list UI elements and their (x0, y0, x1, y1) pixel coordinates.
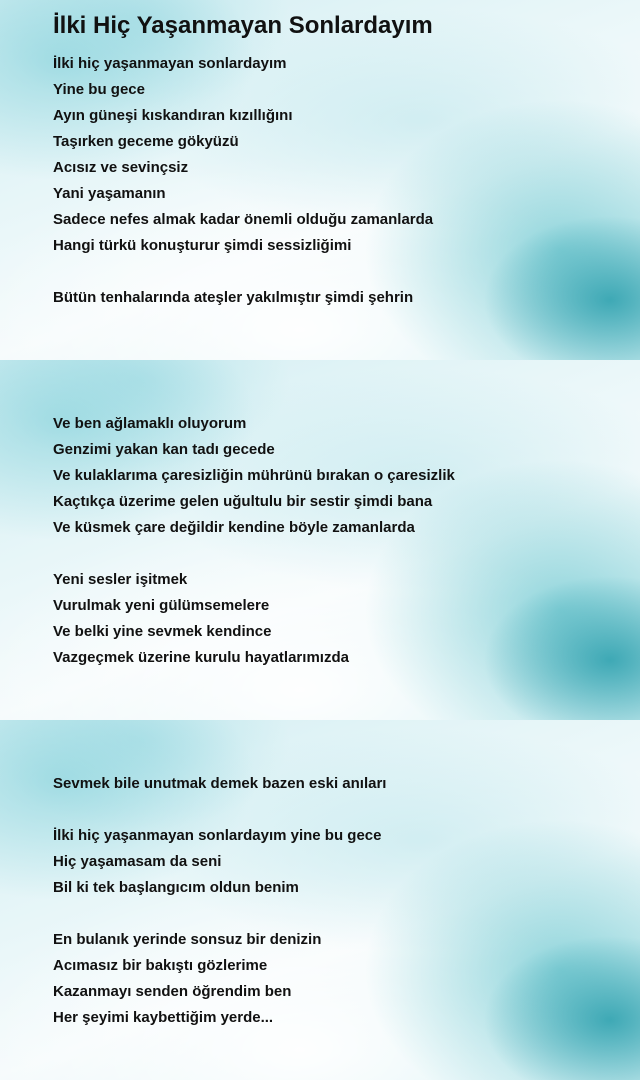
poem-line: Hangi türkü konuşturur şimdi sessizliğimi (53, 237, 352, 254)
poem-panel-2 (0, 360, 640, 720)
poem-line: Genzimi yakan kan tadı gecede (53, 441, 275, 458)
poem-line-blank (53, 797, 386, 823)
poem-title: İlki Hiç Yaşanmayan Sonlardayım (53, 12, 433, 39)
poem-line: Ve ben ağlamaklı oluyorum (53, 415, 247, 432)
poem-line: Kazanmayı senden öğrendim ben (53, 983, 292, 1000)
poem-line: İlki hiç yaşanmayan sonlardayım (53, 55, 287, 72)
poem-line: Ve belki yine sevmek kendince (53, 623, 272, 640)
poem-line: Bil ki tek başlangıcım oldun benim (53, 879, 299, 896)
poem-line: Vurulmak yeni gülümsemelere (53, 597, 270, 614)
poem-line: En bulanık yerinde sonsuz bir denizin (53, 931, 322, 948)
poem-line: Ve küsmek çare değildir kendine böyle zamanlarda (53, 519, 415, 536)
poem-line-blank (53, 541, 455, 567)
poem-line: Yine bu gece (53, 81, 145, 98)
poem-line-blank (53, 259, 433, 285)
poem-line: Bütün tenhalarında ateşler yakılmıştır şimdi şehrin (53, 289, 414, 306)
poem-line: Yani yaşamanın (53, 185, 166, 202)
poem-panel-3 (0, 720, 640, 1080)
poem-line: Vazgeçmek üzerine kurulu hayatlarımızda (53, 649, 349, 666)
poem-line: İlki hiç yaşanmayan sonlardayım yine bu gece (53, 827, 382, 844)
poem-line: Acımasız bir bakıştı gözlerime (53, 957, 268, 974)
poem-line: Hiç yaşamasam da seni (53, 853, 222, 870)
poem-line: Her şeyimi kaybettiğim yerde... (53, 1009, 274, 1026)
poem-line: Sevmek bile unutmak demek bazen eski anıları (53, 775, 387, 792)
poem-line-blank (53, 901, 386, 927)
poem-stanza-1 (53, 51, 433, 311)
poem-stanza-3 (53, 771, 386, 1031)
poem-line: Ayın güneşi kıskandıran kızıllığını (53, 107, 293, 124)
poem-line: Kaçtıkça üzerime gelen uğultulu bir sestir şimdi bana (53, 493, 433, 510)
poem-line: Ve kulaklarıma çaresizliğin mührünü bırakan o çaresizlik (53, 467, 455, 484)
poem-stanza-2 (53, 411, 455, 671)
poem-line: Taşırken geceme gökyüzü (53, 133, 239, 150)
poem-line: Sadece nefes almak kadar önemli olduğu zamanlarda (53, 211, 434, 228)
poem-panel-1 (0, 0, 640, 360)
poem-line: Yeni sesler işitmek (53, 571, 188, 588)
poem-line: Acısız ve sevinçsiz (53, 159, 189, 176)
